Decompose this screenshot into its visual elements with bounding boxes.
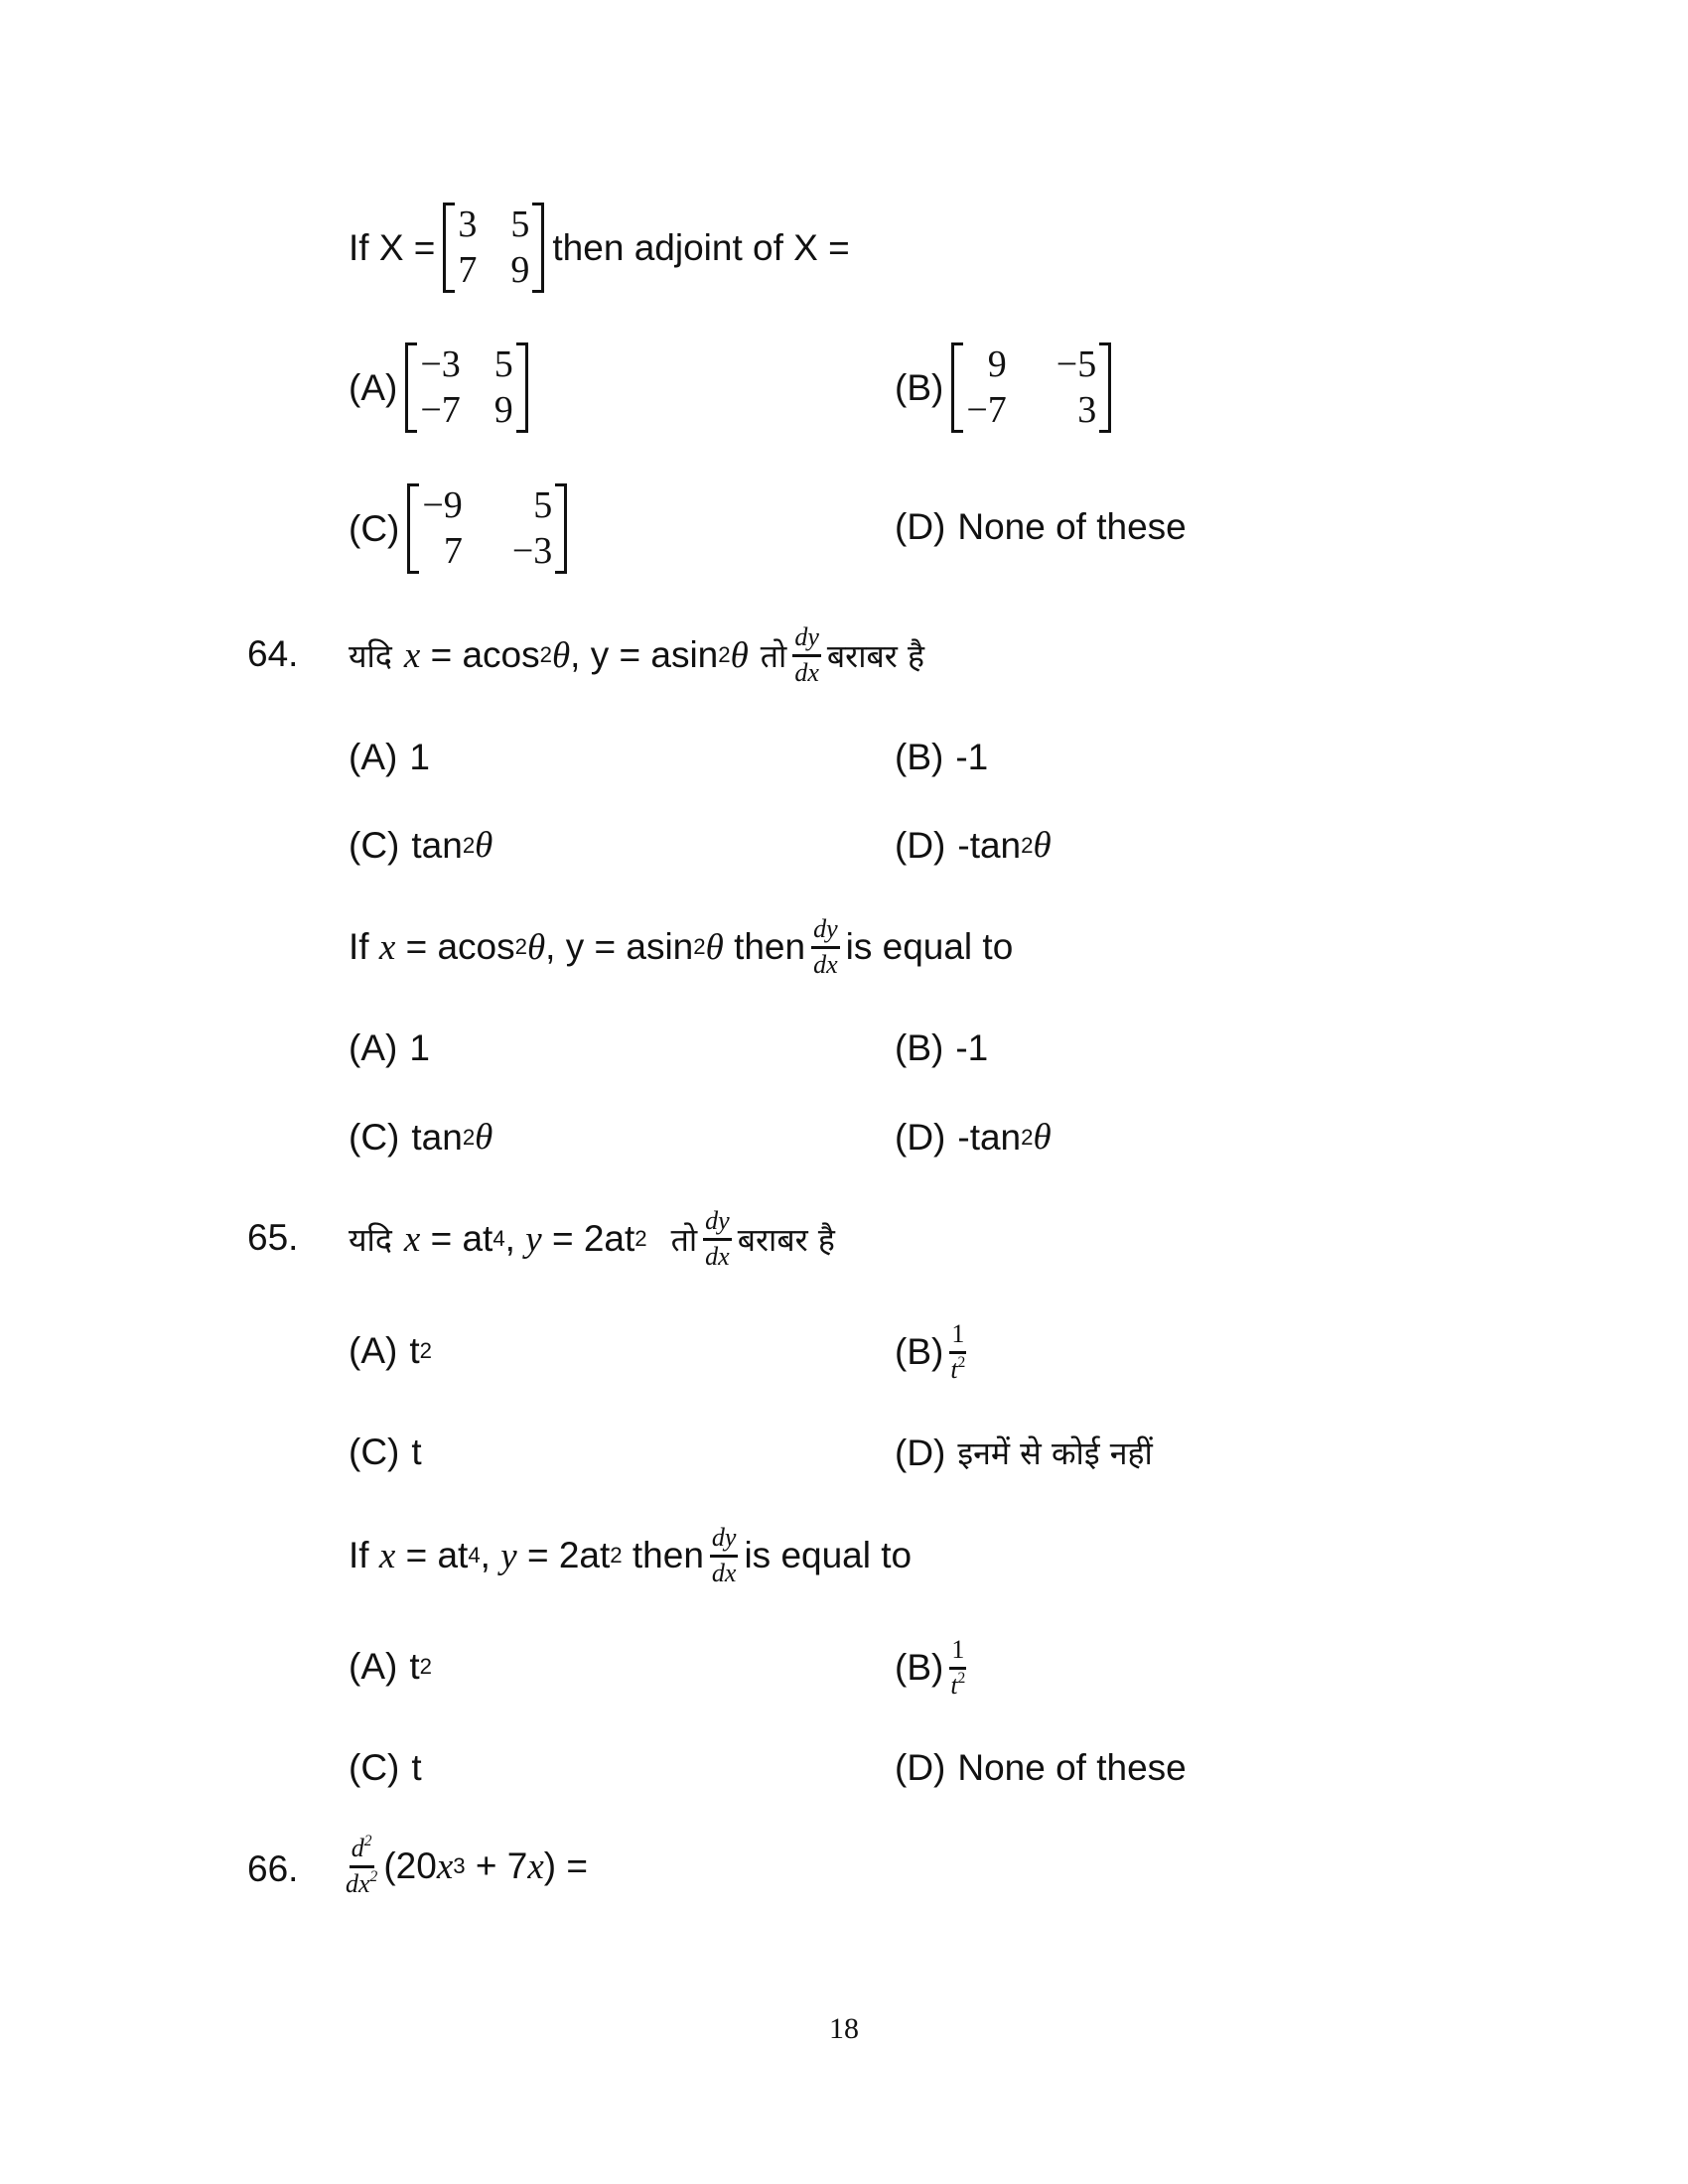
q63-option-b[interactable]: (B) 9 −5 −7 3: [895, 342, 1119, 433]
q64-hindi-stem: यदि x = acos 2 θ , y = asin 2 θ तो $\frac{dy}{dx}$ बराबर है: [349, 622, 925, 687]
bracket-right: [532, 203, 544, 293]
q65-hi-option-c[interactable]: (C) t: [349, 1432, 422, 1472]
q64-hi-option-b[interactable]: (B) -1: [895, 737, 989, 777]
derivative-fraction: $\frac{dy}{dx}$: [813, 914, 838, 979]
bracket-left: [443, 203, 455, 293]
q63-stem: [349, 203, 850, 293]
option-matrix: −3 5 −7 9: [405, 342, 527, 433]
q64-hi-option-a[interactable]: (A) 1: [349, 737, 430, 777]
q65-hi-option-d[interactable]: (D) इनमें से कोई नहीं: [895, 1432, 1153, 1473]
q65-en-option-b[interactable]: (B) $\frac{1}{t^2}$: [895, 1635, 966, 1700]
q65-english-stem: If x = at 4 , y = 2at 2 then $\frac{dy}{dx}$ is equal to: [349, 1523, 913, 1587]
fraction: $\frac{1}{t^2}$: [950, 1319, 966, 1384]
q64-en-option-c[interactable]: (C) tan 2 θ: [349, 1116, 493, 1158]
option-matrix: 9 −5 −7 3: [951, 342, 1111, 433]
q64-en-option-d[interactable]: (D) -tan 2 θ: [895, 1116, 1052, 1158]
q64-hi-option-d[interactable]: (D) -tan 2 θ: [895, 824, 1052, 866]
q65-en-option-c[interactable]: (C) t: [349, 1747, 422, 1788]
q64-english-stem: If x = acos 2 θ , y = asin 2 θ then $\frac{dy}{dx}$ is equal to: [349, 914, 1014, 979]
second-derivative-fraction: $\frac{d^2}{dx^2}$: [346, 1833, 378, 1898]
option-matrix: −9 5 7 −3: [407, 483, 567, 574]
q65-number: 65.: [247, 1217, 299, 1258]
q65-en-option-a[interactable]: (A) t 2: [349, 1646, 432, 1687]
q65-en-option-d[interactable]: (D) None of these: [895, 1747, 1187, 1788]
q65-hindi-stem: यदि x = at 4 , y = 2at 2 तो $\frac{dy}{dx}$ बराबर है: [349, 1206, 835, 1271]
q63-option-a[interactable]: (A) −3 5 −7 9: [349, 342, 536, 433]
q63-suffix: then adjoint of X =: [552, 226, 850, 268]
page-number: 18: [829, 2012, 859, 2045]
q63-option-d[interactable]: (D) None of these: [895, 506, 1187, 547]
q64-en-option-b[interactable]: (B) -1: [895, 1027, 989, 1068]
derivative-fraction: $\frac{dy}{dx}$: [705, 1206, 730, 1271]
q66-number: 66.: [247, 1848, 299, 1889]
q65-hi-option-a[interactable]: (A) t 2: [349, 1330, 432, 1371]
q63-option-c[interactable]: (C) −9 5 7 −3: [349, 483, 575, 574]
derivative-fraction: $\frac{dy}{dx}$: [794, 622, 819, 687]
q65-hi-option-b[interactable]: (B) $\frac{1}{t^2}$: [895, 1319, 966, 1384]
q64-hi-option-c[interactable]: (C) tan 2 θ: [349, 824, 493, 866]
q64-number: 64.: [247, 633, 299, 674]
derivative-fraction: $\frac{dy}{dx}$: [711, 1523, 737, 1587]
q66-stem: $\frac{d^2}{dx^2}$ (20 x 3 + 7 x ) =: [346, 1833, 589, 1898]
q63-matrix-x: 3 5 7 9: [443, 203, 544, 293]
fraction: $\frac{1}{t^2}$: [950, 1635, 966, 1700]
q64-en-option-a[interactable]: (A) 1: [349, 1027, 430, 1068]
q63-prefix: If X =: [349, 226, 436, 268]
